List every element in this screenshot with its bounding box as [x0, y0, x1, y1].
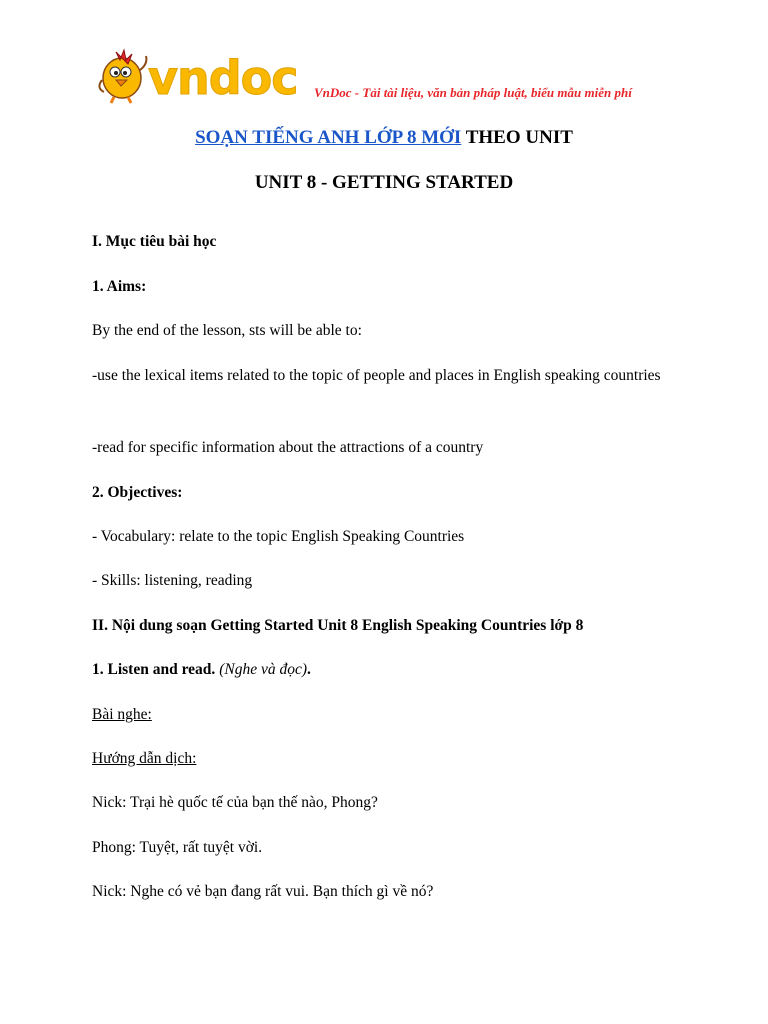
aim-item-1: -use the lexical items related to the topic of people and places in English speaking countries: [92, 367, 661, 384]
unit-title: UNIT 8 - GETTING STARTED: [254, 172, 514, 193]
objectives-heading: 2. Objectives:: [92, 484, 183, 501]
dialogue-line-2: Phong: Tuyệt, rất tuyệt vời.: [92, 839, 263, 856]
section-1-heading: I. Mục tiêu bài học: [92, 233, 217, 250]
audio-label: Bài nghe:: [92, 706, 152, 723]
aims-intro: By the end of the lesson, sts will be able to:: [92, 322, 362, 339]
page-title: [0, 127, 768, 149]
listen-heading: [92, 661, 311, 679]
svg-text:vndoc: vndoc: [148, 51, 298, 104]
title-suffix: THEO UNIT: [461, 127, 573, 148]
listen-heading-end: .: [307, 661, 311, 678]
title-link[interactable]: SOẠN TIẾNG ANH LỚP 8 MỚI: [195, 127, 462, 148]
site-tagline: VnDoc - Tải tài liệu, văn bản pháp luật, biểu mẫu miễn phí: [314, 85, 632, 100]
dialogue-line-1: Nick: Trại hè quốc tế của bạn thế nào, Phong?: [92, 794, 378, 811]
section-2-heading: II. Nội dung soạn Getting Started Unit 8 English Speaking Countries lớp 8: [92, 617, 584, 634]
dialogue-line-3: Nick: Nghe có vẻ bạn đang rất vui. Bạn thích gì về nó?: [92, 883, 434, 900]
listen-heading-label: 1. Listen and read.: [92, 661, 216, 678]
listen-heading-note: (Nghe và đọc): [219, 661, 307, 678]
header: [94, 42, 694, 104]
vndoc-logo-icon: [94, 42, 309, 104]
translation-guide-label: Hướng dẫn dịch:: [92, 750, 197, 767]
aims-heading: 1. Aims:: [92, 278, 147, 295]
aim-item-2: -read for specific information about the attractions of a country: [92, 439, 484, 456]
objective-item-2: - Skills: listening, reading: [92, 572, 253, 589]
objective-item-1: - Vocabulary: relate to the topic English Speaking Countries: [92, 528, 465, 545]
